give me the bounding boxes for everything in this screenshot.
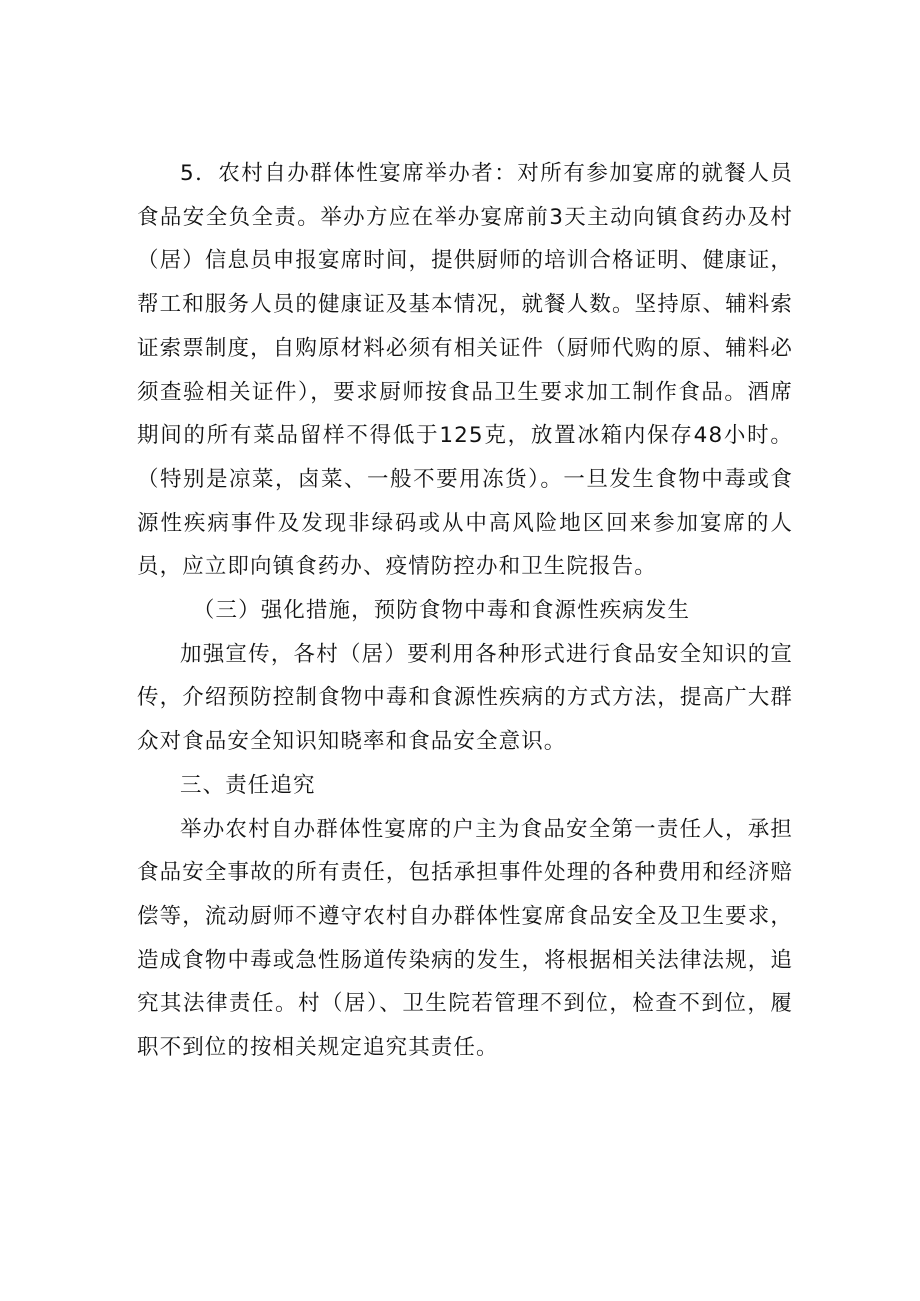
paragraph-publicity: 加强宣传，各村（居）要利用各种形式进行食品安全知识的宣传，介绍预防控制食物中毒和食源性疾病的方式方法，提高广大群众对食品安全知识知晓率和食品安全意识。 [137,641,793,755]
paragraph-accountability: 举办农村自办群体性宴席的户主为食品安全第一责任人，承担食品安全事故的所有责任，包括承担事件处理的各种费用和经济赔偿等，流动厨师不遵守农村自办群体性宴席食品安全及卫生要求，造成食物中毒或急性肠道传染病的发生，将根据相关法律法规，追究其法律责任。村（居）、卫生院若管理不到位，检查不到位，履职不到位的按相关规定追究其责任。 [137,816,793,1061]
section-heading-strengthen-measures: （三）强化措施，预防食物中毒和食源性疾病发生 [192,598,691,624]
document-body [137,152,793,1070]
paragraph-organizer-duty: 5．农村自办群体性宴席举办者：对所有参加宴席的就餐人员食品安全负全责。举办方应在举办宴席前3天主动向镇食药办及村（居）信息员申报宴席时间，提供厨师的培训合格证明、健康证，帮工和服务人员的健康证及基本情况，就餐人数。坚持原、辅料索证索票制度，自购原材料必须有相关证件（厨师代购的原、辅料必须查验相关证件），要求厨师按食品卫生要求加工制作食品。酒席期间的所有菜品留样不得低于125克，放置冰箱内保存48小时。（特别是凉菜，卤菜、一般不要用冻货）。一旦发生食物中毒或食源性疾病事件及发现非绿码或从中高风险地区回来参加宴席的人员，应立即向镇食药办、疫情防控办和卫生院报告。 [137,161,793,580]
section-heading-accountability: 三、责任追究 [180,772,316,798]
